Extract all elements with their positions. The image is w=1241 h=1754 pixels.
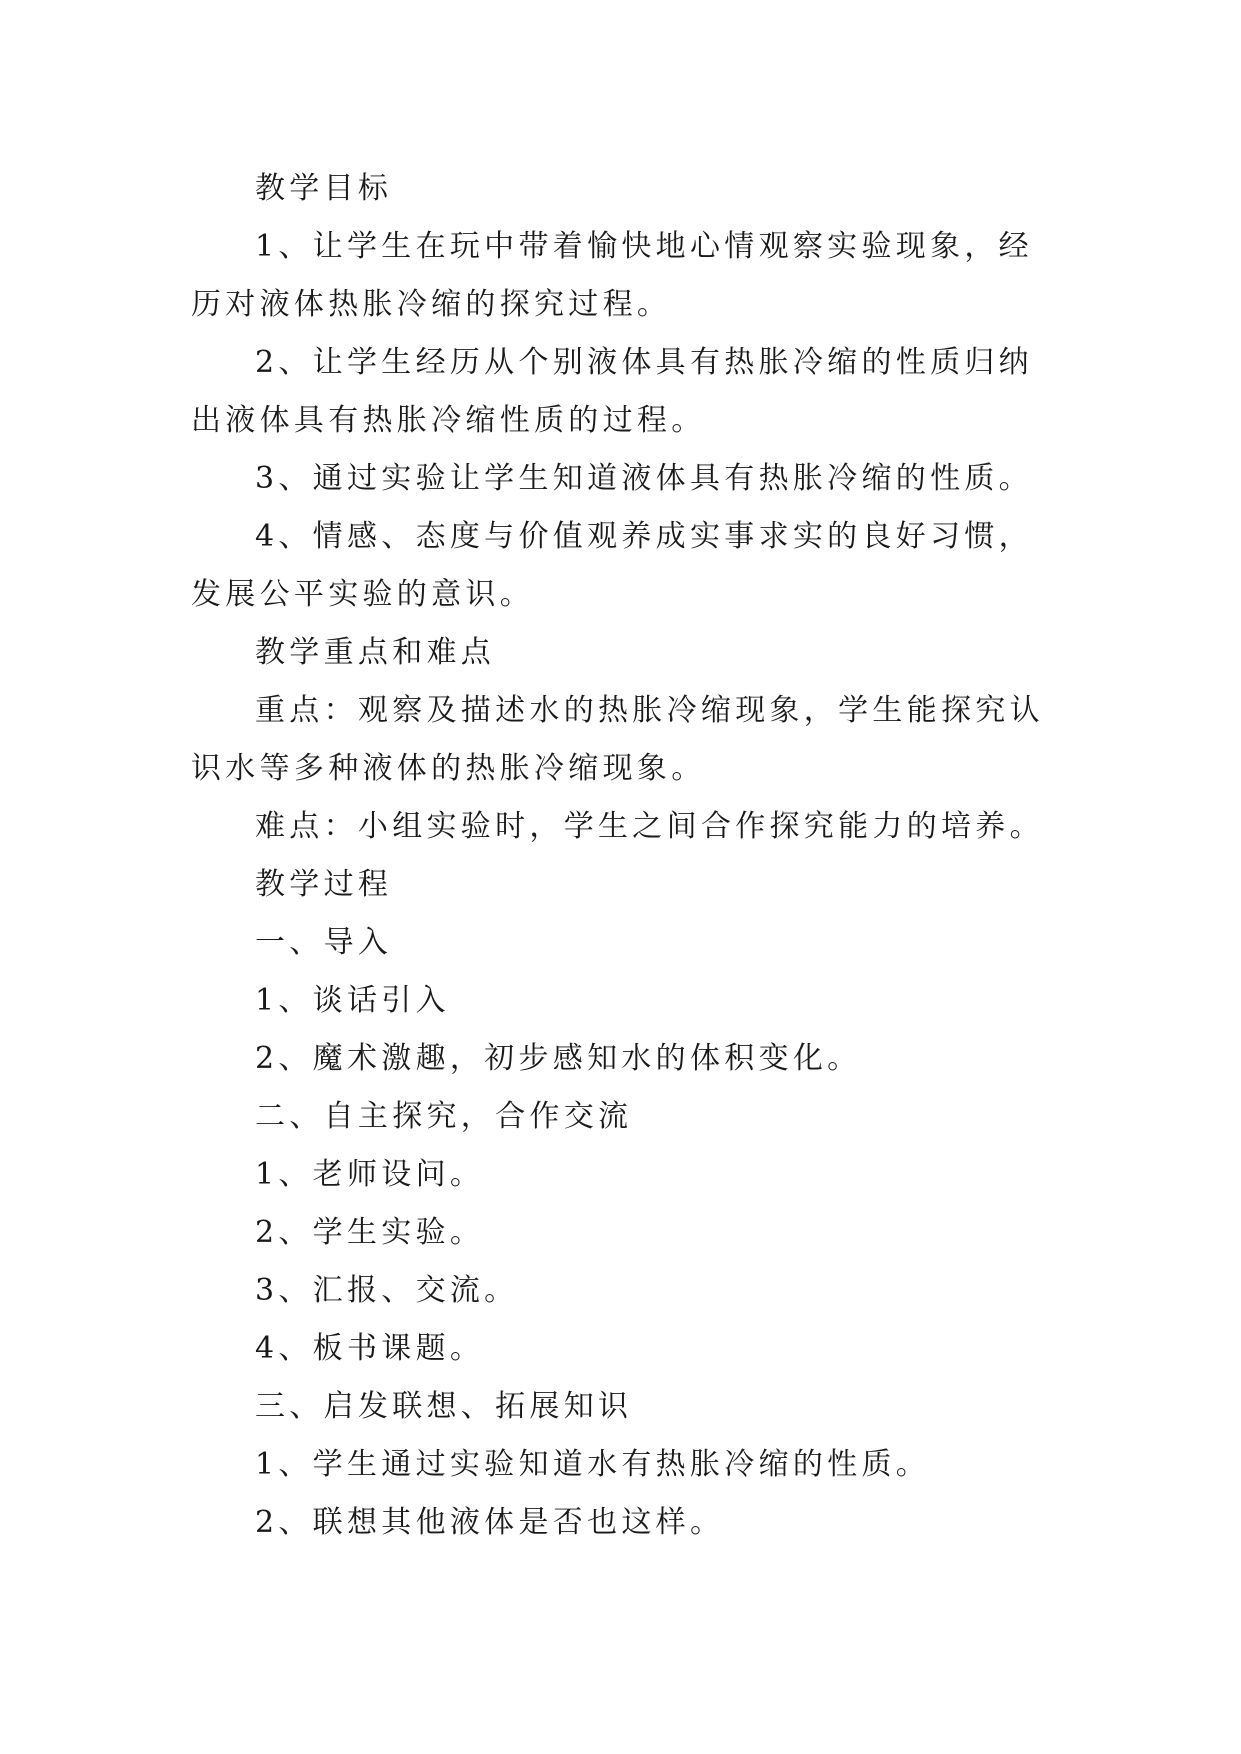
process-substep: 2、学生实验。: [255, 1215, 485, 1250]
objective-item-2: 2、让学生经历从个别液体具有热胀冷缩的性质归纳出液体具有热胀冷缩性质的过程。: [191, 345, 1033, 438]
objective-item-3: 3、通过实验让学生知道液体具有热胀冷缩的性质。: [255, 461, 1033, 496]
process-substep: 2、魔术激趣，初步感知水的体积变化。: [255, 1041, 862, 1076]
process-step-extension: 三、启发联想、拓展知识: [255, 1389, 633, 1424]
section-heading-teaching-objectives: 教学目标: [255, 171, 393, 206]
section-heading-key-points: 教学重点和难点: [255, 635, 496, 670]
section-heading-teaching-process: 教学过程: [255, 867, 393, 902]
key-point-text: 重点：观察及描述水的热胀冷缩现象，学生能探究认识水等多种液体的热胀冷缩现象。: [191, 693, 1044, 786]
difficult-point-text: 难点：小组实验时，学生之间合作探究能力的培养。: [255, 809, 1044, 844]
process-substep: 1、谈话引入: [255, 983, 450, 1018]
process-step-introduction: 一、导入: [255, 925, 393, 960]
process-substep: 3、汇报、交流。: [255, 1273, 519, 1308]
process-substep: 1、学生通过实验知道水有热胀冷缩的性质。: [255, 1447, 931, 1482]
process-step-inquiry: 二、自主探究，合作交流: [255, 1099, 633, 1134]
process-substep: 2、联想其他液体是否也这样。: [255, 1505, 725, 1540]
objective-item-1: 1、让学生在玩中带着愉快地心情观察实验现象，经历对液体热胀冷缩的探究过程。: [191, 229, 1033, 322]
process-substep: 4、板书课题。: [255, 1331, 485, 1366]
document-body: [191, 160, 1051, 1552]
objective-item-4: 4、情感、态度与价值观养成实事求实的良好习惯，发展公平实验的意识。: [191, 519, 1033, 612]
process-substep: 1、老师设问。: [255, 1157, 485, 1192]
